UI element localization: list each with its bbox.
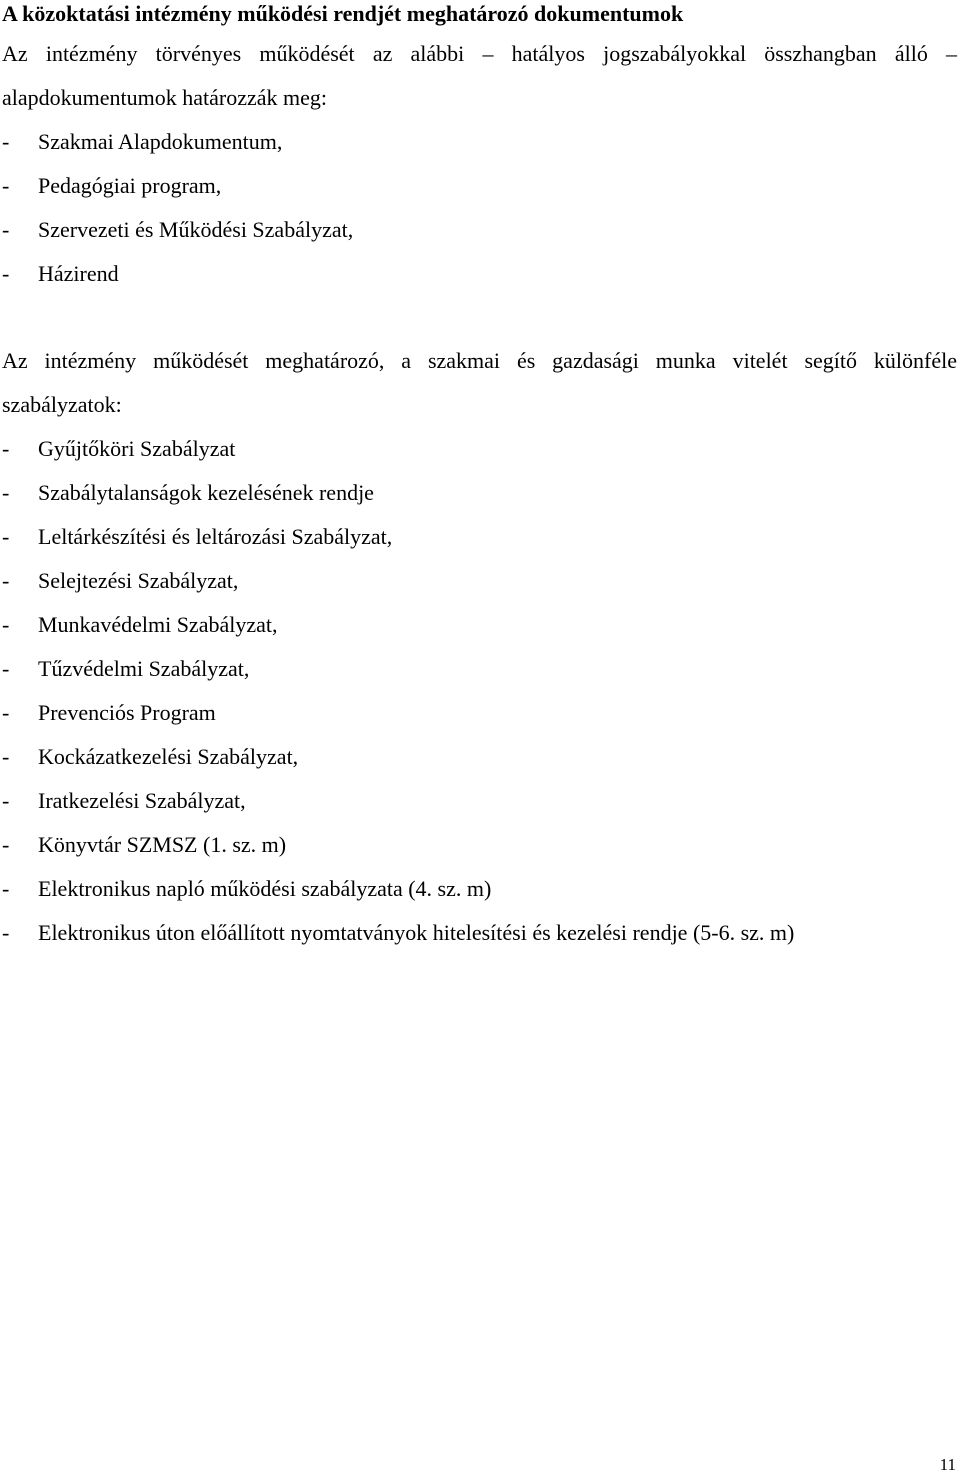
- list-item-text: Iratkezelési Szabályzat,: [38, 788, 246, 813]
- intro-paragraph: [2, 32, 957, 120]
- page-number: 11: [939, 1455, 956, 1474]
- list-bullet: -: [2, 920, 10, 945]
- list-item-text: Elektronikus úton előállított nyomtatványok hitelesítési és kezelési rendje (5-6. sz. m): [38, 920, 795, 945]
- list-item: [2, 647, 794, 691]
- list-item: [2, 911, 794, 955]
- list-item: [2, 120, 353, 164]
- list-bullet: -: [2, 788, 10, 813]
- regulations-list: [2, 427, 794, 955]
- list-item-text: Szabálytalanságok kezelésének rendje: [38, 480, 374, 505]
- list-item-text: Prevenciós Program: [38, 700, 216, 725]
- list-item: [2, 427, 794, 471]
- list-item: [2, 471, 794, 515]
- list-item-text: Leltárkészítési és leltározási Szabályzat,: [38, 524, 393, 549]
- list-item-text: Pedagógiai program,: [38, 173, 222, 198]
- list-bullet: -: [2, 173, 10, 198]
- list-item: [2, 735, 794, 779]
- regulations-intro-line-2: szabályzatok:: [2, 392, 122, 417]
- list-item: [2, 164, 353, 208]
- list-bullet: -: [2, 700, 10, 725]
- section-heading: A közoktatási intézmény működési rendjét meghatározó dokumentumok: [2, 1, 684, 26]
- intro-line-2: alapdokumentumok határozzák meg:: [2, 85, 327, 110]
- regulations-paragraph: [2, 339, 957, 427]
- list-item-text: Selejtezési Szabályzat,: [38, 568, 239, 593]
- list-item: [2, 779, 794, 823]
- basic-documents-list: [2, 120, 353, 296]
- list-bullet: -: [2, 832, 10, 857]
- regulations-intro-line-1: Az intézmény működését meghatározó, a szakmai és gazdasági munka vitelét segítő különféle: [2, 348, 957, 373]
- list-bullet: -: [2, 480, 10, 505]
- list-item-text: Szervezeti és Működési Szabályzat,: [38, 217, 354, 242]
- list-bullet: -: [2, 217, 10, 242]
- list-bullet: -: [2, 744, 10, 769]
- list-bullet: -: [2, 612, 10, 637]
- list-item-text: Szakmai Alapdokumentum,: [38, 129, 283, 154]
- intro-line-1: Az intézmény törvényes működését az alábbi – hatályos jogszabályokkal összhangban álló –: [2, 41, 957, 66]
- list-bullet: -: [2, 876, 10, 901]
- list-item-text: Gyűjtőköri Szabályzat: [38, 436, 236, 461]
- list-item-text: Munkavédelmi Szabályzat,: [38, 612, 278, 637]
- list-item-text: Könyvtár SZMSZ (1. sz. m): [38, 832, 287, 857]
- list-item: [2, 603, 794, 647]
- list-bullet: -: [2, 261, 10, 286]
- list-bullet: -: [2, 568, 10, 593]
- list-bullet: -: [2, 436, 10, 461]
- list-bullet: -: [2, 129, 10, 154]
- list-item: [2, 208, 353, 252]
- list-item: [2, 691, 794, 735]
- list-item: [2, 515, 794, 559]
- list-item-text: Házirend: [38, 261, 119, 286]
- list-item: [2, 867, 794, 911]
- list-item-text: Elektronikus napló működési szabályzata (4. sz. m): [38, 876, 492, 901]
- list-bullet: -: [2, 656, 10, 681]
- list-item: [2, 823, 794, 867]
- list-item: [2, 559, 794, 603]
- list-bullet: -: [2, 524, 10, 549]
- list-item-text: Kockázatkezelési Szabályzat,: [38, 744, 299, 769]
- list-item: [2, 252, 353, 296]
- list-item-text: Tűzvédelmi Szabályzat,: [38, 656, 250, 681]
